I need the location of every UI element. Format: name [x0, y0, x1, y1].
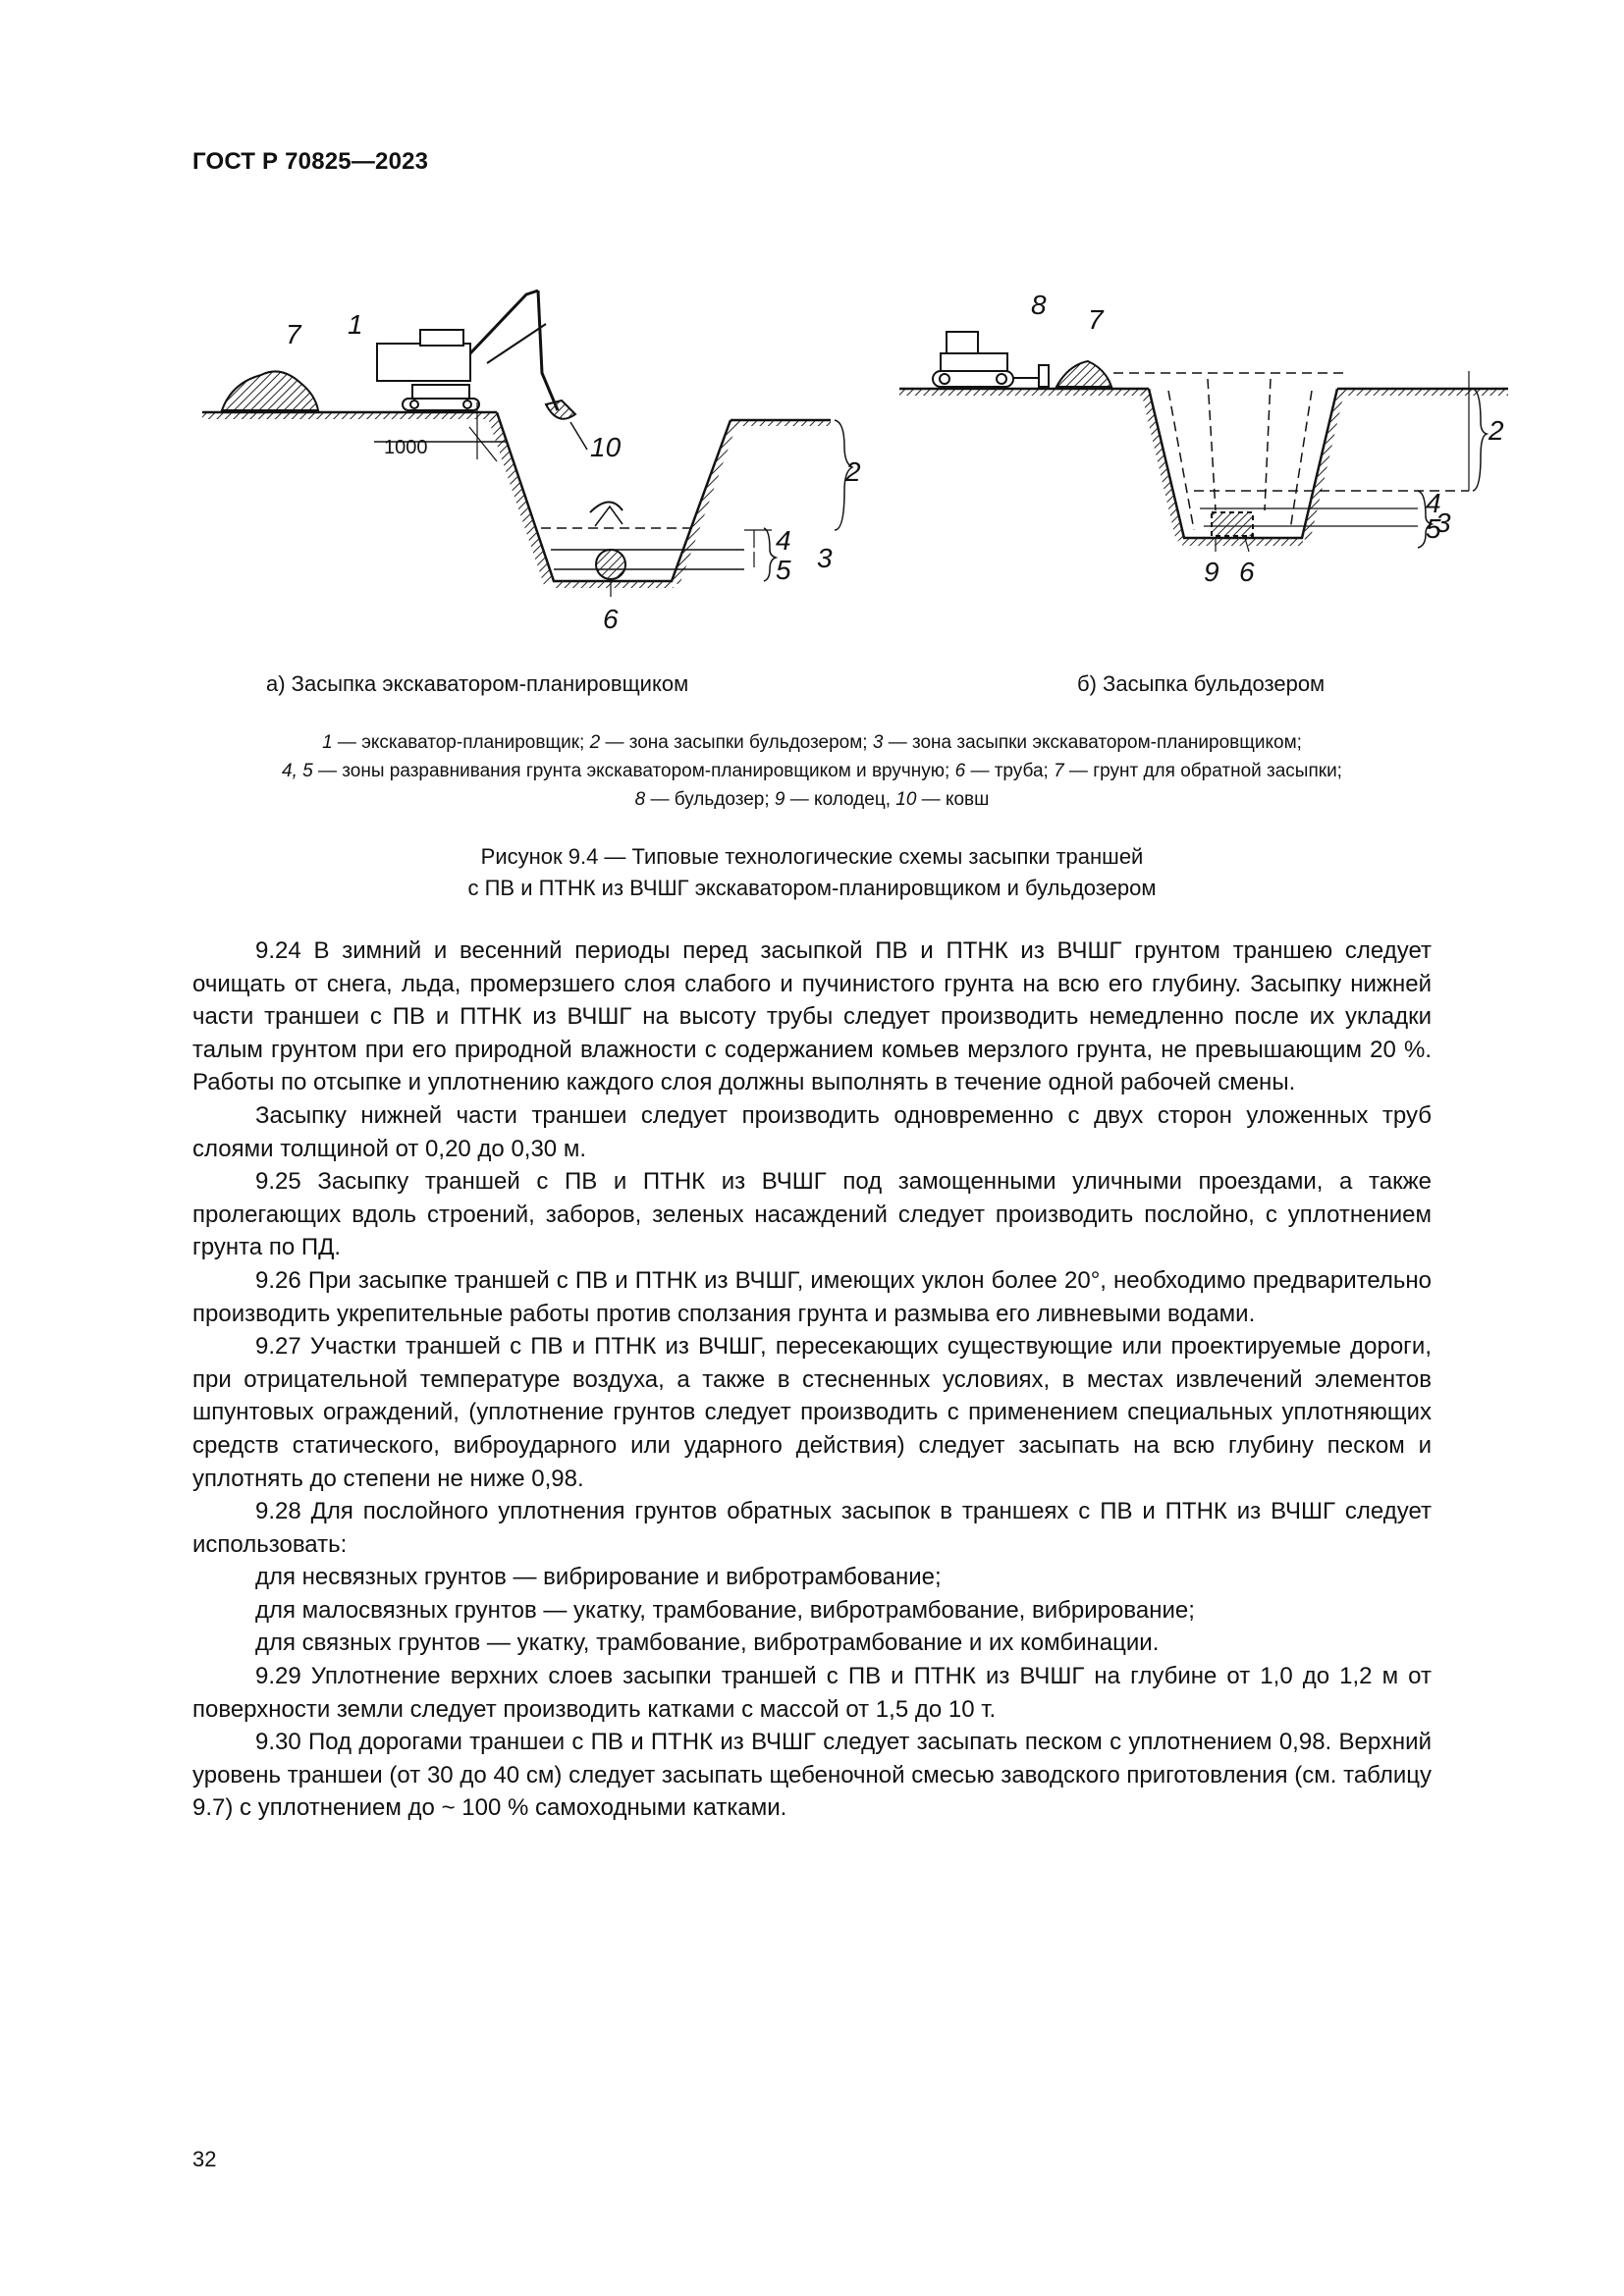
label-b-9: 9: [1204, 557, 1219, 587]
paragraph-9-27: 9.27 Участки траншей с ПВ и ПТНК из ВЧШГ, пересекающих существующие или проектируемые дороги, при отрицательной температуре воздуха, а также в стесненных условиях, в местах извлечений элементов шпунтовых ограждений, (уплотнение грунтов следует производить с применением специальных уплотняющих средств статического, виброударного или ударного действия) следует засыпать на всю глубину песком и уплотнять до степени не ниже 0,98.: [192, 1333, 1432, 1492]
label-a-5: 5: [776, 555, 791, 585]
figure-title-line-1: Рисунок 9.4 — Типовые технологические схемы засыпки траншей: [480, 844, 1144, 869]
list-item: для связных грунтов — укатку, трамбование, вибротрамбование и их комбинации.: [255, 1629, 1160, 1657]
label-b-8: 8: [1031, 290, 1047, 320]
legend-line-2: 4, 5 — зоны разравнивания грунта экскаватором-планировщиком и вручную; 6 — труба; 7 — грунт для обратной засыпки;: [282, 761, 1342, 781]
list-item: для малосвязных грунтов — укатку, трамбование, вибротрамбование, вибрирование;: [255, 1596, 1195, 1624]
list-item: для несвязных грунтов — вибрирование и вибротрамбование;: [255, 1564, 942, 1591]
figure-caption-b: б) Засыпка бульдозером: [1077, 671, 1326, 696]
legend-line-1: 1 — экскаватор-планировщик; 2 — зона засыпки бульдозером; 3 — зона засыпки экскаватором-планировщиком;: [322, 732, 1302, 753]
label-b-2: 2: [1489, 415, 1504, 446]
paragraph-9-28: 9.28 Для послойного уплотнения грунтов обратных засыпок в траншеях с ПВ и ПТНК из ВЧШГ следует использовать:: [192, 1498, 1432, 1558]
label-a-7: 7: [286, 319, 301, 349]
body-text: [192, 934, 1432, 1825]
figure-trench-backfill: [192, 285, 1567, 663]
figure-title-line-2: с ПВ и ПТНК из ВЧШГ экскаватором-планировщиком и бульдозером: [467, 876, 1157, 900]
label-b-5: 5: [1426, 513, 1441, 544]
label-b-4: 4: [1426, 488, 1441, 518]
label-a-6: 6: [603, 604, 619, 634]
label-a-2: 2: [845, 456, 861, 487]
label-b-7: 7: [1088, 304, 1104, 335]
label-b-6: 6: [1239, 557, 1255, 587]
paragraph-9-29: 9.29 Уплотнение верхних слоев засыпки траншей с ПВ и ПТНК из ВЧШГ на глубине от 1,0 до 1,2 м от поверхности земли следует производить катками с массой от 1,5 до 10 т.: [192, 1663, 1432, 1723]
paragraph-9-25: 9.25 Засыпку траншей с ПВ и ПТНК из ВЧШГ под замощенными уличными проездами, а также пролегающих вдоль строений, заборов, зеленых насаждений следует производить послойно, с уплотнением грунта по ПД.: [192, 1168, 1432, 1261]
figure-title: [192, 841, 1432, 904]
paragraph-9-24-cont: Засыпку нижней части траншеи следует производить одновременно с двух сторон уложенных труб слоями толщиной от 0,20 до 0,30 м.: [192, 1101, 1432, 1162]
page-number: 32: [192, 2147, 217, 2171]
legend-line-3: 8 — бульдозер; 9 — колодец, 10 — ковш: [634, 789, 990, 810]
label-a-1: 1: [348, 309, 363, 340]
scheme-b-bulldozer: [899, 332, 1508, 552]
figure-legend: [192, 728, 1432, 814]
figure-caption-a: а) Засыпка экскаватором-планировщиком: [266, 671, 689, 696]
figure-diagram: [192, 285, 1567, 658]
paragraph-9-30: 9.30 Под дорогами траншеи с ПВ и ПТНК из ВЧШГ следует засыпать песком с уплотнением 0,98. Верхний уровень траншеи (от 30 до 40 см) следует засыпать щебеночной смесью заводского приготовления (см. таблицу 9.7) с уплотнением до ~ 100 % самоходными катками.: [192, 1729, 1432, 1822]
document-code: ГОСТ Р 70825—2023: [192, 148, 429, 175]
label-b-3: 3: [1435, 507, 1451, 538]
label-a-dim: 1000: [384, 437, 428, 458]
label-a-3: 3: [817, 543, 833, 573]
label-a-10: 10: [590, 432, 622, 462]
label-a-4: 4: [776, 525, 791, 556]
paragraph-9-26: 9.26 При засыпке траншей с ПВ и ПТНК из ВЧШГ, имеющих уклон более 20°, необходимо предварительно производить укрепительные работы против сползания грунта и размыва его ливневыми водами.: [192, 1266, 1432, 1327]
paragraph-9-24: 9.24 В зимний и весенний периоды перед засыпкой ПВ и ПТНК из ВЧШГ грунтом траншею следует очищать от снега, льда, промерзшего слоя слабого и пучинистого грунта на всю его глубину. Засыпку нижней части траншеи с ПВ и ПТНК из ВЧШГ на высоту трубы следует производить немедленно после их укладки талым грунтом при его природной влажности с содержанием комьев мерзлого грунта, не превышающим 20 %. Работы по отсыпке и уплотнению каждого слоя должны выполнять в течение одной рабочей смены.: [192, 937, 1432, 1096]
